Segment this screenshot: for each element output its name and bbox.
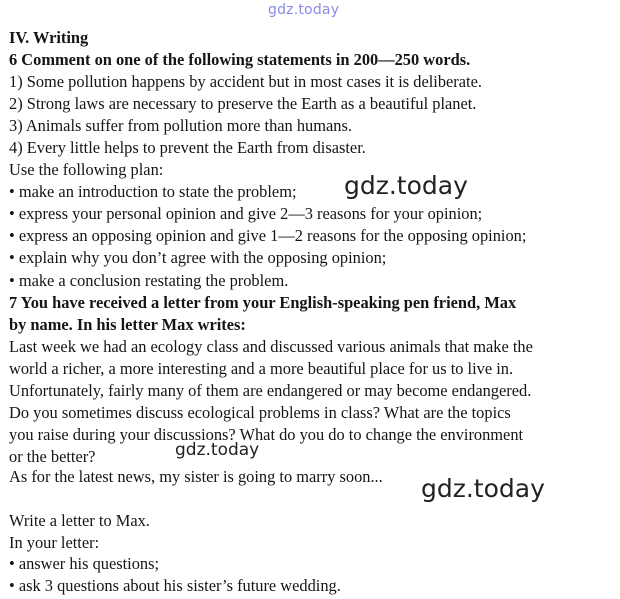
task6-statement: 1) Some pollution happens by accident but in most cases it is deliberate.	[9, 72, 482, 91]
section-title: IV. Writing	[9, 28, 89, 47]
task7-instruction: Write a letter to Max.	[9, 511, 150, 530]
letter-line: As for the latest news, my sister is going to marry soon...	[9, 467, 383, 486]
letter-line: you raise during your discussions? What do you do to change the environment	[9, 425, 524, 444]
task7-heading: 7 You have received a letter from your English-speaking pen friend, Max	[9, 293, 517, 312]
watermark-middle: gdz.today	[344, 171, 468, 200]
letter-line: world a richer, a more interesting and a more beautiful place for us to live in.	[9, 359, 514, 378]
letter-line: Do you sometimes discuss ecological problems in class? What are the topics	[9, 403, 511, 422]
plan-item: • express an opposing opinion and give 1—2 reasons for the opposing opinion;	[9, 226, 527, 245]
task6-statement: 2) Strong laws are necessary to preserve the Earth as a beautiful planet.	[9, 94, 477, 113]
letter-line: or the better?	[9, 447, 96, 466]
letter-line: Unfortunately, fairly many of them are endangered or may become endangered.	[9, 381, 532, 400]
task6-statement: 3) Animals suffer from pollution more than humans.	[9, 116, 352, 135]
task6-heading: 6 Comment on one of the following statements in 200—250 words.	[9, 50, 471, 69]
task6-statement: 4) Every little helps to prevent the Earth from disaster.	[9, 138, 366, 157]
requirement-item: • ask 3 questions about his sister’s future wedding.	[9, 576, 341, 595]
plan-item: • express your personal opinion and give 2—3 reasons for your opinion;	[9, 204, 483, 223]
watermark-top: gdz.today	[268, 2, 340, 18]
in-your-letter: In your letter:	[9, 533, 100, 552]
task7-heading: by name. In his letter Max writes:	[9, 315, 246, 334]
letter-line: Last week we had an ecology class and discussed various animals that make the	[9, 337, 533, 356]
plan-intro: Use the following plan:	[9, 160, 164, 179]
requirement-item: • answer his questions;	[9, 554, 160, 573]
watermark-small: gdz.today	[175, 440, 260, 460]
plan-item: • make an introduction to state the problem;	[9, 182, 297, 201]
watermark-bottom: gdz.today	[421, 474, 545, 503]
plan-item: • make a conclusion restating the problem.	[9, 271, 289, 290]
plan-item: • explain why you don’t agree with the opposing opinion;	[9, 248, 387, 267]
